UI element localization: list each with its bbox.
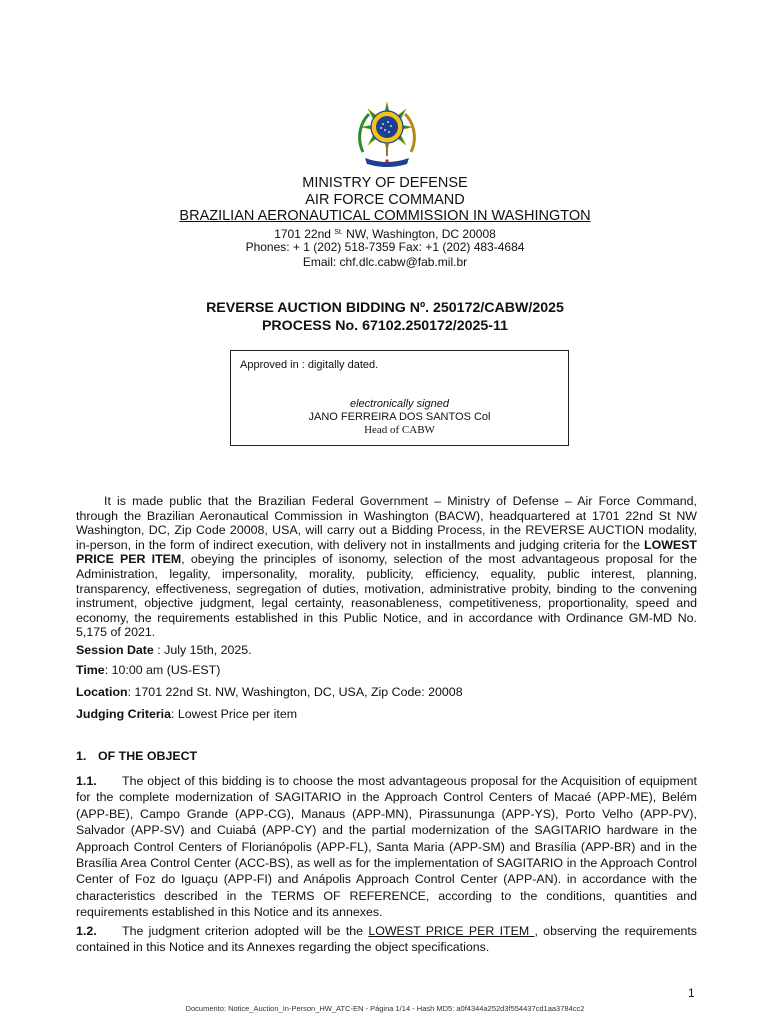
signer-role: Head of CABW: [364, 424, 435, 436]
signer-name: JANO FERREIRA DOS SANTOS Col: [308, 411, 491, 423]
phones-line: Phones: + 1 (202) 518-7359 Fax: +1 (202) 483-4684: [245, 240, 525, 254]
email-line: Email: chf.dlc.cabw@fab.mil.br: [302, 255, 468, 269]
process-title: PROCESS No. 67102.250172/2025-11: [261, 318, 509, 334]
signature-status: electronically signed: [349, 398, 450, 410]
address-line: 1701 22nd $^{St.}$ NW, Washington, DC 20008: [274, 227, 496, 241]
command-heading: AIR FORCE COMMAND: [305, 192, 465, 208]
location-field: Location: 1701 22nd St. NW, Washington, DC, USA, Zip Code: 20008: [76, 685, 463, 699]
judging-criteria-field: Judging Criteria: Lowest Price per item: [76, 707, 298, 721]
time-field: Time: 10:00 am (US-EST): [76, 663, 221, 677]
auction-title: REVERSE AUCTION BIDDING Nº. 250172/CABW/2025: [206, 300, 564, 316]
clause-1-1: 1.1. The object of this bidding is to choose the most advantageous proposal for the Acquisition of equipment for the complete modernization of SAGITARIO in the Approach Control Centers of Macaé (APP-ME), Belém (APP-BE), Campo Grande (APP-CG), Manaus (APP-MN), Pirassununga (APP-YS), Porto Velho (APP-PV), Salvador (APP-SV) and Cuiabá (APP-CY) and the partial modernization of the SAGITARIO hardware in the Approach Control Centers of Florianópolis (APP-FL), Santa Maria (APP-SM) and Brasília (APP-BR) and in the Brasília Area Control Center (ACC-BS), as well as for the implementation of SAGITARIO in the Approach Control Center of Foz do Iguaçu (APP-FI) and Anápolis Approach Control Center (APP-AN). in accordance with the characteristics described in the TERMS OF REFERENCE, according to the conditions, quantities and requirements established in this Notice and its annexes.: [76, 774, 697, 920]
clause-1-2: 1.2. The judgment criterion adopted will be the LOWEST PRICE PER ITEM , observing the requirements contained in this Notice and its Annexes regarding the object specifications.: [76, 924, 697, 954]
session-date-field: Session Date : July 15th, 2025.: [76, 643, 252, 657]
page-number: 1: [688, 986, 695, 1000]
document-footer: Documento: Notice_Auction_In-Person_HW_ATC-EN - Página 1/14 - Hash MD5: a0f4344a252d3f554437cd1aa3784cc2: [185, 1004, 585, 1013]
commission-heading: BRAZILIAN AERONAUTICAL COMMISSION IN WASHINGTON: [179, 208, 591, 224]
approval-box: [230, 350, 569, 446]
ministry-heading: MINISTRY OF DEFENSE: [302, 175, 468, 191]
section-heading: 1. OF THE OBJECT: [76, 749, 198, 763]
coat-of-arms-icon: [347, 100, 427, 170]
intro-paragraph: It is made public that the Brazilian Federal Government – Ministry of Defense – Air Force Command, through the Brazilian Aeronautical Commission in Washington (BACW), headquartered at 1701 22nd St NW Washington, DC, Zip Code 20008, USA, will carry out a Bidding Process, in the REVERSE AUCTION modality, in-person, in the form of indirect execution, with delivery not in installments and judging criteria for the LOWEST PRICE PER ITEM, obeying the principles of isonomy, selection of the most advantageous proposal for the Administration, legality, impersonality, morality, publicity, efficiency, equality, public interest, planning, transparency, effectiveness, segregation of duties, motivation, administrative probity, binding to the convening instrument, objective judgment, legal certainty, reasonableness, competitiveness, proportionality, speed and economy, the requirements established in this Public Notice, and in accordance with Ordinance GM-MD No. 5,175 of 2021.: [76, 494, 697, 640]
approval-text: Approved in : digitally dated.: [240, 359, 379, 371]
